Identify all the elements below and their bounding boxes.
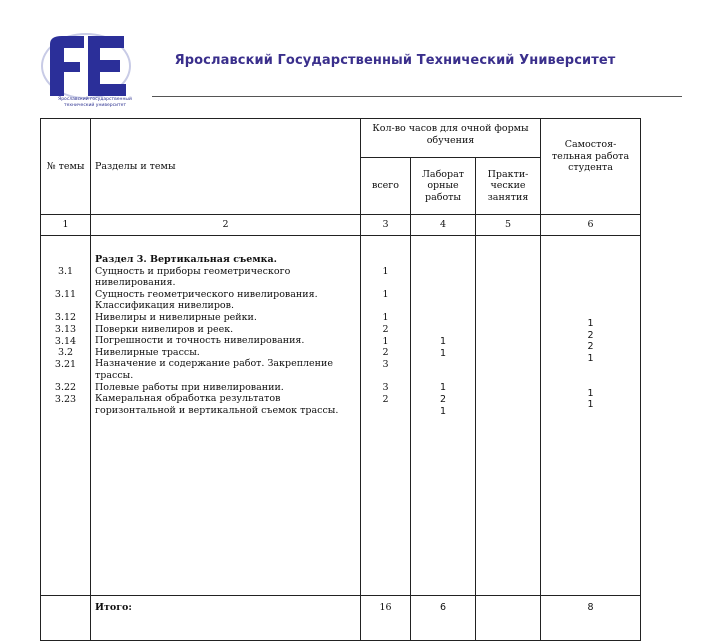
self-study-cell	[541, 236, 641, 596]
lab-value: 1	[439, 347, 447, 359]
column-number: 1	[41, 215, 91, 236]
university-logo	[40, 28, 132, 100]
topic-line: Нивелирные трассы.	[95, 346, 200, 358]
logo-letter-right	[88, 36, 126, 96]
self-study-value: 1	[587, 387, 594, 399]
column-number: 6	[541, 215, 641, 236]
topic-line: Поверки нивелиров и реек.	[95, 323, 234, 335]
header-lab: Лаборат орные работы	[411, 158, 476, 215]
hours-value: 2	[382, 393, 389, 405]
section-title: Раздел 3. Вертикальная съемка.	[95, 254, 277, 265]
lab-value: 2	[439, 393, 447, 405]
hours-value: 2	[382, 347, 389, 359]
total-hours-cell	[361, 236, 411, 596]
topic-line: Классификация нивелиров.	[95, 300, 235, 312]
topic-line: Погрешности и точность нивелирования.	[95, 335, 305, 347]
self-study-value: 2	[587, 341, 594, 353]
total-label: Итого:	[91, 596, 361, 641]
logo-letter-left	[50, 36, 84, 96]
column-number: 4	[411, 215, 476, 236]
topic-line: горизонтальной и вертикальной съемок трассы.	[95, 404, 339, 416]
self-study-value: 1	[587, 399, 594, 411]
topic-line: трассы.	[95, 369, 134, 381]
header-self-study: Самостоя-тельная работа студента	[541, 119, 641, 215]
topic-number: 3.2	[57, 347, 74, 359]
topic-number: 3.23	[54, 393, 77, 405]
section-body-row	[41, 236, 641, 596]
header-row	[41, 119, 641, 158]
hours-value: 1	[382, 266, 389, 277]
column-number: 5	[476, 215, 541, 236]
column-number: 2	[91, 215, 361, 236]
topic-number: 3.1	[57, 266, 74, 277]
column-number: 3	[361, 215, 411, 236]
topic-line: Назначение и содержание работ. Закрепление	[95, 358, 333, 370]
topic-number: 3.13	[54, 323, 77, 335]
topic-number: 3.14	[54, 335, 77, 347]
header-hours-group: Кол-во часов для очной формы обучения	[361, 119, 541, 158]
logo-caption-line-2: технический университет	[63, 103, 127, 108]
topic-line: Нивелиры и нивелирные рейки.	[95, 311, 257, 323]
logo-caption-line-1: Ярославский государственный	[58, 97, 132, 102]
lab-value: 1	[439, 405, 447, 417]
topic-number-cell	[41, 236, 91, 596]
lab-value: 1	[439, 336, 447, 347]
topic-number: 3.22	[54, 381, 77, 393]
lab-value: 1	[439, 382, 447, 394]
header-practical: Практи-ческие занятия	[476, 158, 541, 215]
total-practical	[476, 596, 541, 641]
practical-hours-cell	[476, 236, 541, 596]
university-title: Ярославский Государственный Технический Университет	[174, 53, 616, 68]
total-self-study: 8	[541, 596, 641, 641]
topic-line: Сущность геометрического нивелирования.	[95, 288, 318, 300]
lab-hours-cell	[411, 236, 476, 596]
header-divider	[152, 96, 682, 97]
total-row	[41, 596, 641, 641]
hours-value: 1	[382, 289, 389, 301]
curriculum-table	[40, 118, 641, 641]
self-study-value: 2	[587, 329, 594, 341]
self-study-value: 1	[587, 352, 594, 364]
total-hours: 16	[361, 596, 411, 641]
topic-number: 3.21	[54, 358, 77, 370]
hours-value: 3	[382, 381, 389, 393]
header-topic-number: № темы	[41, 119, 91, 215]
hours-value: 1	[382, 335, 389, 347]
hours-value: 2	[382, 323, 389, 335]
topics-cell	[91, 236, 361, 596]
topic-line: нивелирования.	[95, 277, 176, 289]
topic-line: Полевые работы при нивелировании.	[95, 381, 284, 393]
self-study-value: 1	[587, 318, 594, 329]
logo-caption	[40, 97, 150, 109]
total-row-empty	[41, 596, 91, 641]
total-lab: 6	[411, 596, 476, 641]
topic-line: Камеральная обработка результатов	[95, 393, 281, 405]
hours-value: 1	[382, 312, 389, 324]
header-total: всего	[361, 158, 411, 215]
header-sections: Разделы и темы	[91, 119, 361, 215]
column-number-row	[41, 215, 641, 236]
hours-value: 3	[382, 358, 389, 370]
topic-number: 3.11	[54, 289, 77, 301]
topic-number: 3.12	[54, 312, 77, 324]
topic-line: Сущность и приборы геометрического	[95, 265, 291, 277]
